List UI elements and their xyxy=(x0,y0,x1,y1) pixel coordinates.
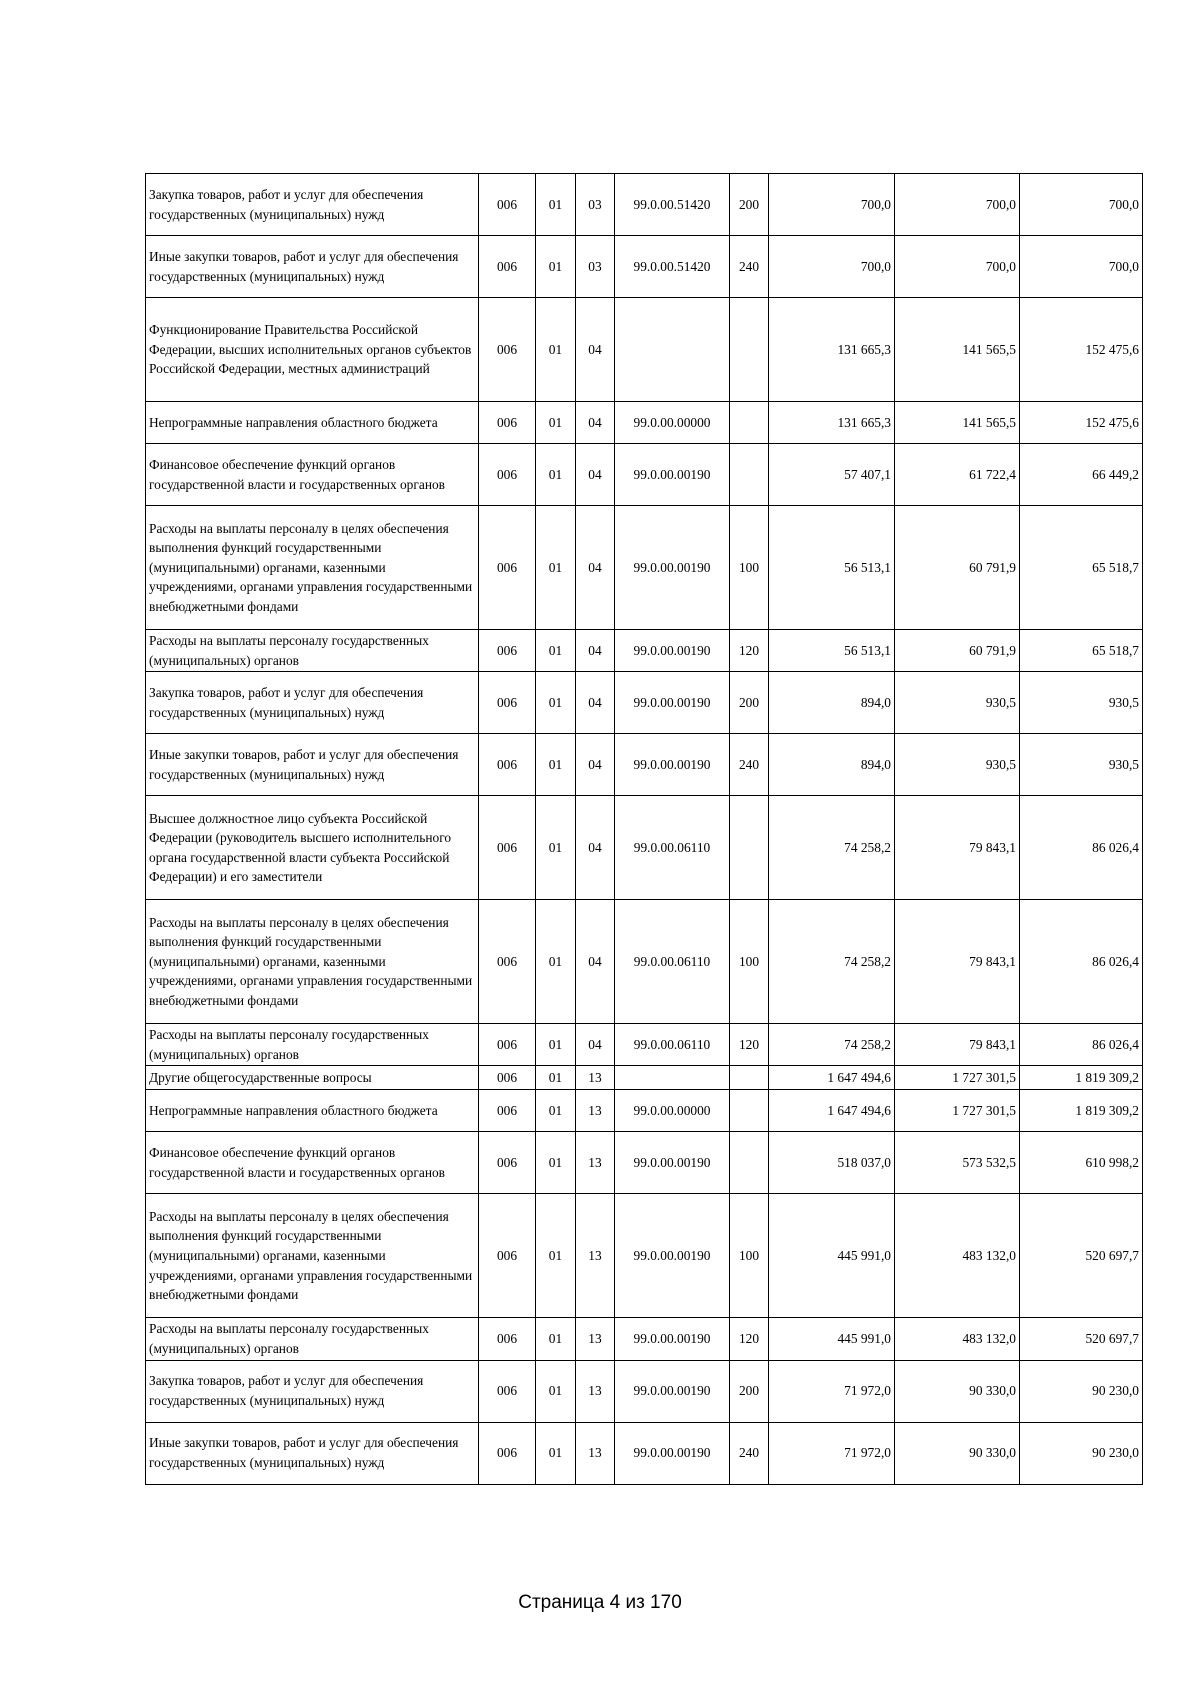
expense-name-cell: Расходы на выплаты персоналу в целях обеспечения выполнения функций государственными (муниципальными) органами, казенными учреждениями, органами управления государственными внебюджетными фондами xyxy=(146,1194,479,1318)
amount-year3-cell: 90 230,0 xyxy=(1020,1360,1143,1422)
table-row xyxy=(146,236,1143,298)
amount-year1-cell: 131 665,3 xyxy=(769,402,895,444)
subsection-code-cell: 13 xyxy=(576,1422,615,1484)
ministry-code-cell: 006 xyxy=(479,236,536,298)
table-row xyxy=(146,506,1143,630)
table-row xyxy=(146,174,1143,236)
subsection-code-cell: 13 xyxy=(576,1360,615,1422)
amount-year2-cell: 60 791,9 xyxy=(895,506,1020,630)
target-article-cell: 99.0.00.51420 xyxy=(615,174,730,236)
amount-year3-cell: 700,0 xyxy=(1020,236,1143,298)
amount-year1-cell: 74 258,2 xyxy=(769,796,895,900)
section-code-cell: 01 xyxy=(536,236,576,298)
amount-year2-cell: 141 565,5 xyxy=(895,298,1020,402)
subsection-code-cell: 13 xyxy=(576,1132,615,1194)
expense-name-cell: Закупка товаров, работ и услуг для обеспечения государственных (муниципальных) нужд xyxy=(146,174,479,236)
expense-type-cell xyxy=(730,1090,769,1132)
section-code-cell: 01 xyxy=(536,734,576,796)
subsection-code-cell: 03 xyxy=(576,174,615,236)
expense-name-cell: Финансовое обеспечение функций органов государственной власти и государственных органов xyxy=(146,444,479,506)
table-row xyxy=(146,1024,1143,1066)
section-code-cell: 01 xyxy=(536,900,576,1024)
subsection-code-cell: 13 xyxy=(576,1090,615,1132)
expense-name-cell: Высшее должностное лицо субъекта Российской Федерации (руководитель высшего исполнительного органа государственной власти субъекта Российской Федерации) и его заместители xyxy=(146,796,479,900)
amount-year1-cell: 1 647 494,6 xyxy=(769,1090,895,1132)
subsection-code-cell: 04 xyxy=(576,298,615,402)
ministry-code-cell: 006 xyxy=(479,796,536,900)
amount-year2-cell: 61 722,4 xyxy=(895,444,1020,506)
ministry-code-cell: 006 xyxy=(479,1090,536,1132)
ministry-code-cell: 006 xyxy=(479,1318,536,1360)
amount-year1-cell: 894,0 xyxy=(769,734,895,796)
table-row xyxy=(146,1132,1143,1194)
amount-year1-cell: 700,0 xyxy=(769,174,895,236)
amount-year3-cell: 520 697,7 xyxy=(1020,1318,1143,1360)
amount-year1-cell: 56 513,1 xyxy=(769,630,895,672)
expense-name-cell: Непрограммные направления областного бюджета xyxy=(146,1090,479,1132)
expense-type-cell: 120 xyxy=(730,1318,769,1360)
expense-name-cell: Финансовое обеспечение функций органов государственной власти и государственных органов xyxy=(146,1132,479,1194)
subsection-code-cell: 13 xyxy=(576,1318,615,1360)
subsection-code-cell: 04 xyxy=(576,444,615,506)
amount-year1-cell: 445 991,0 xyxy=(769,1318,895,1360)
section-code-cell: 01 xyxy=(536,1090,576,1132)
amount-year1-cell: 56 513,1 xyxy=(769,506,895,630)
amount-year1-cell: 1 647 494,6 xyxy=(769,1066,895,1090)
amount-year1-cell: 71 972,0 xyxy=(769,1360,895,1422)
amount-year3-cell: 65 518,7 xyxy=(1020,506,1143,630)
target-article-cell: 99.0.00.00190 xyxy=(615,1132,730,1194)
target-article-cell: 99.0.00.00000 xyxy=(615,402,730,444)
amount-year3-cell: 66 449,2 xyxy=(1020,444,1143,506)
amount-year2-cell: 483 132,0 xyxy=(895,1318,1020,1360)
subsection-code-cell: 04 xyxy=(576,506,615,630)
amount-year2-cell: 930,5 xyxy=(895,672,1020,734)
table-row xyxy=(146,402,1143,444)
table-row xyxy=(146,796,1143,900)
expense-type-cell: 200 xyxy=(730,1360,769,1422)
amount-year3-cell: 1 819 309,2 xyxy=(1020,1090,1143,1132)
budget-table xyxy=(145,173,1143,1485)
expense-type-cell: 240 xyxy=(730,1422,769,1484)
expense-name-cell: Расходы на выплаты персоналу государственных (муниципальных) органов xyxy=(146,630,479,672)
ministry-code-cell: 006 xyxy=(479,174,536,236)
subsection-code-cell: 04 xyxy=(576,900,615,1024)
amount-year2-cell: 1 727 301,5 xyxy=(895,1066,1020,1090)
expense-type-cell: 100 xyxy=(730,900,769,1024)
ministry-code-cell: 006 xyxy=(479,1422,536,1484)
expense-type-cell xyxy=(730,1132,769,1194)
expense-name-cell: Закупка товаров, работ и услуг для обеспечения государственных (муниципальных) нужд xyxy=(146,672,479,734)
section-code-cell: 01 xyxy=(536,796,576,900)
section-code-cell: 01 xyxy=(536,1422,576,1484)
subsection-code-cell: 04 xyxy=(576,1024,615,1066)
amount-year3-cell: 86 026,4 xyxy=(1020,796,1143,900)
expense-type-cell: 240 xyxy=(730,734,769,796)
expense-type-cell xyxy=(730,1066,769,1090)
expense-type-cell: 240 xyxy=(730,236,769,298)
ministry-code-cell: 006 xyxy=(479,402,536,444)
section-code-cell: 01 xyxy=(536,1360,576,1422)
amount-year1-cell: 445 991,0 xyxy=(769,1194,895,1318)
expense-type-cell xyxy=(730,298,769,402)
amount-year3-cell: 930,5 xyxy=(1020,734,1143,796)
target-article-cell: 99.0.00.00190 xyxy=(615,444,730,506)
expense-name-cell: Закупка товаров, работ и услуг для обеспечения государственных (муниципальных) нужд xyxy=(146,1360,479,1422)
amount-year3-cell: 65 518,7 xyxy=(1020,630,1143,672)
expense-name-cell: Расходы на выплаты персоналу государственных (муниципальных) органов xyxy=(146,1024,479,1066)
expense-name-cell: Иные закупки товаров, работ и услуг для обеспечения государственных (муниципальных) нужд xyxy=(146,236,479,298)
section-code-cell: 01 xyxy=(536,506,576,630)
ministry-code-cell: 006 xyxy=(479,900,536,1024)
amount-year3-cell: 86 026,4 xyxy=(1020,900,1143,1024)
ministry-code-cell: 006 xyxy=(479,1360,536,1422)
section-code-cell: 01 xyxy=(536,630,576,672)
target-article-cell: 99.0.00.00190 xyxy=(615,672,730,734)
amount-year3-cell: 700,0 xyxy=(1020,174,1143,236)
table-row xyxy=(146,1422,1143,1484)
section-code-cell: 01 xyxy=(536,1194,576,1318)
subsection-code-cell: 04 xyxy=(576,672,615,734)
amount-year2-cell: 141 565,5 xyxy=(895,402,1020,444)
expense-name-cell: Иные закупки товаров, работ и услуг для обеспечения государственных (муниципальных) нужд xyxy=(146,734,479,796)
expense-type-cell xyxy=(730,402,769,444)
expense-type-cell: 200 xyxy=(730,174,769,236)
table-row xyxy=(146,298,1143,402)
expense-type-cell: 200 xyxy=(730,672,769,734)
expense-type-cell: 100 xyxy=(730,1194,769,1318)
amount-year2-cell: 930,5 xyxy=(895,734,1020,796)
ministry-code-cell: 006 xyxy=(479,734,536,796)
ministry-code-cell: 006 xyxy=(479,630,536,672)
amount-year2-cell: 79 843,1 xyxy=(895,1024,1020,1066)
amount-year1-cell: 700,0 xyxy=(769,236,895,298)
amount-year3-cell: 152 475,6 xyxy=(1020,402,1143,444)
amount-year2-cell: 700,0 xyxy=(895,174,1020,236)
amount-year3-cell: 610 998,2 xyxy=(1020,1132,1143,1194)
subsection-code-cell: 04 xyxy=(576,796,615,900)
table-row xyxy=(146,1360,1143,1422)
target-article-cell: 99.0.00.06110 xyxy=(615,796,730,900)
target-article-cell: 99.0.00.00190 xyxy=(615,630,730,672)
target-article-cell: 99.0.00.06110 xyxy=(615,900,730,1024)
amount-year1-cell: 74 258,2 xyxy=(769,1024,895,1066)
table-row xyxy=(146,900,1143,1024)
target-article-cell xyxy=(615,1066,730,1090)
expense-type-cell: 120 xyxy=(730,630,769,672)
section-code-cell: 01 xyxy=(536,444,576,506)
target-article-cell: 99.0.00.06110 xyxy=(615,1024,730,1066)
amount-year2-cell: 573 532,5 xyxy=(895,1132,1020,1194)
amount-year3-cell: 86 026,4 xyxy=(1020,1024,1143,1066)
table-row xyxy=(146,630,1143,672)
subsection-code-cell: 04 xyxy=(576,402,615,444)
expense-name-cell: Расходы на выплаты персоналу в целях обеспечения выполнения функций государственными (муниципальными) органами, казенными учреждениями, органами управления государственными внебюджетными фондами xyxy=(146,506,479,630)
target-article-cell: 99.0.00.00190 xyxy=(615,1422,730,1484)
amount-year3-cell: 930,5 xyxy=(1020,672,1143,734)
expense-name-cell: Расходы на выплаты персоналу государственных (муниципальных) органов xyxy=(146,1318,479,1360)
table-row xyxy=(146,1318,1143,1360)
expense-type-cell: 120 xyxy=(730,1024,769,1066)
section-code-cell: 01 xyxy=(536,1024,576,1066)
amount-year1-cell: 518 037,0 xyxy=(769,1132,895,1194)
section-code-cell: 01 xyxy=(536,1132,576,1194)
expense-name-cell: Непрограммные направления областного бюджета xyxy=(146,402,479,444)
amount-year1-cell: 131 665,3 xyxy=(769,298,895,402)
amount-year2-cell: 483 132,0 xyxy=(895,1194,1020,1318)
ministry-code-cell: 006 xyxy=(479,1066,536,1090)
amount-year2-cell: 90 330,0 xyxy=(895,1360,1020,1422)
section-code-cell: 01 xyxy=(536,298,576,402)
table-row xyxy=(146,672,1143,734)
amount-year3-cell: 520 697,7 xyxy=(1020,1194,1143,1318)
page-number: Страница 4 из 170 xyxy=(518,1592,682,1613)
ministry-code-cell: 006 xyxy=(479,1194,536,1318)
table-row xyxy=(146,734,1143,796)
expense-name-cell: Другие общегосударственные вопросы xyxy=(146,1066,479,1090)
expense-name-cell: Иные закупки товаров, работ и услуг для обеспечения государственных (муниципальных) нужд xyxy=(146,1422,479,1484)
table-row xyxy=(146,1194,1143,1318)
section-code-cell: 01 xyxy=(536,402,576,444)
target-article-cell: 99.0.00.00000 xyxy=(615,1090,730,1132)
amount-year3-cell: 152 475,6 xyxy=(1020,298,1143,402)
amount-year1-cell: 71 972,0 xyxy=(769,1422,895,1484)
subsection-code-cell: 13 xyxy=(576,1194,615,1318)
amount-year1-cell: 894,0 xyxy=(769,672,895,734)
subsection-code-cell: 03 xyxy=(576,236,615,298)
amount-year2-cell: 60 791,9 xyxy=(895,630,1020,672)
amount-year1-cell: 57 407,1 xyxy=(769,444,895,506)
ministry-code-cell: 006 xyxy=(479,444,536,506)
amount-year2-cell: 90 330,0 xyxy=(895,1422,1020,1484)
expense-name-cell: Расходы на выплаты персоналу в целях обеспечения выполнения функций государственными (муниципальными) органами, казенными учреждениями, органами управления государственными внебюджетными фондами xyxy=(146,900,479,1024)
section-code-cell: 01 xyxy=(536,672,576,734)
section-code-cell: 01 xyxy=(536,1318,576,1360)
subsection-code-cell: 04 xyxy=(576,630,615,672)
target-article-cell: 99.0.00.51420 xyxy=(615,236,730,298)
ministry-code-cell: 006 xyxy=(479,1024,536,1066)
expense-type-cell: 100 xyxy=(730,506,769,630)
subsection-code-cell: 13 xyxy=(576,1066,615,1090)
section-code-cell: 01 xyxy=(536,174,576,236)
target-article-cell: 99.0.00.00190 xyxy=(615,734,730,796)
table-row xyxy=(146,1066,1143,1090)
ministry-code-cell: 006 xyxy=(479,672,536,734)
amount-year3-cell: 90 230,0 xyxy=(1020,1422,1143,1484)
expense-name-cell: Функционирование Правительства Российской Федерации, высших исполнительных органов субъектов Российской Федерации, местных администраций xyxy=(146,298,479,402)
target-article-cell: 99.0.00.00190 xyxy=(615,1194,730,1318)
amount-year1-cell: 74 258,2 xyxy=(769,900,895,1024)
amount-year2-cell: 79 843,1 xyxy=(895,796,1020,900)
ministry-code-cell: 006 xyxy=(479,506,536,630)
target-article-cell xyxy=(615,298,730,402)
target-article-cell: 99.0.00.00190 xyxy=(615,1360,730,1422)
subsection-code-cell: 04 xyxy=(576,734,615,796)
amount-year2-cell: 700,0 xyxy=(895,236,1020,298)
amount-year2-cell: 1 727 301,5 xyxy=(895,1090,1020,1132)
table-row xyxy=(146,1090,1143,1132)
target-article-cell: 99.0.00.00190 xyxy=(615,506,730,630)
table-row xyxy=(146,444,1143,506)
expense-type-cell xyxy=(730,444,769,506)
ministry-code-cell: 006 xyxy=(479,1132,536,1194)
amount-year2-cell: 79 843,1 xyxy=(895,900,1020,1024)
ministry-code-cell: 006 xyxy=(479,298,536,402)
expense-type-cell xyxy=(730,796,769,900)
amount-year3-cell: 1 819 309,2 xyxy=(1020,1066,1143,1090)
section-code-cell: 01 xyxy=(536,1066,576,1090)
target-article-cell: 99.0.00.00190 xyxy=(615,1318,730,1360)
